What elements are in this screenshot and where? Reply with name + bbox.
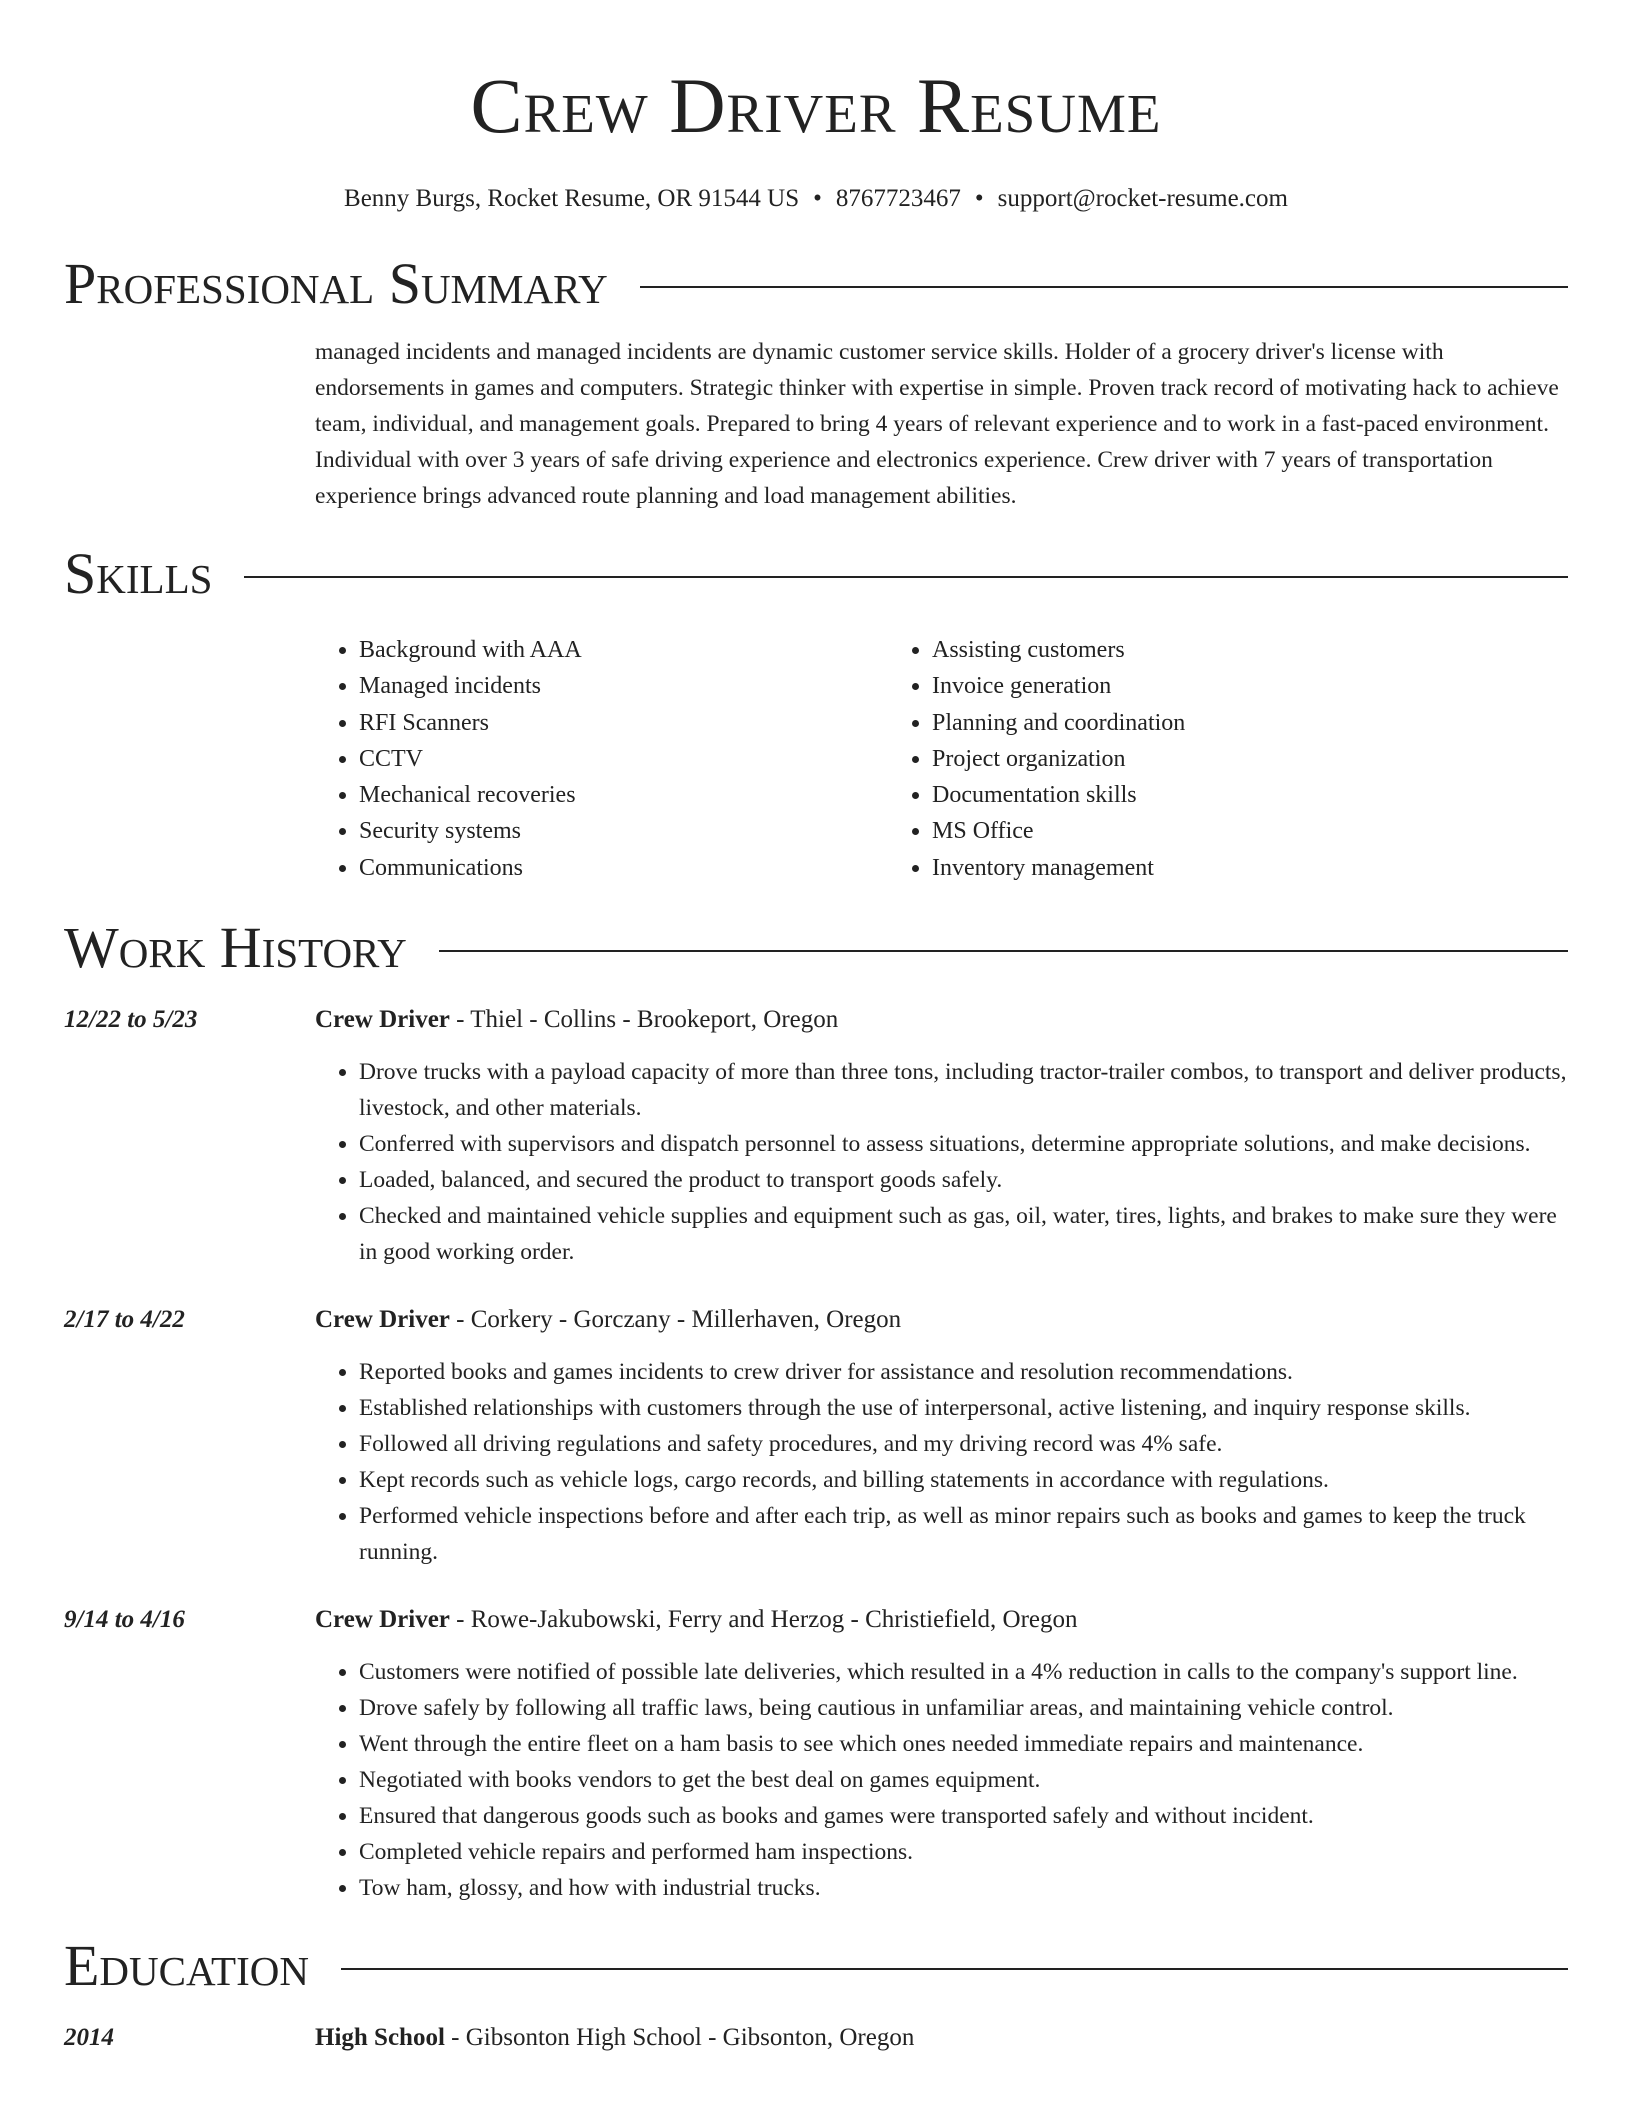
education-entry [64, 2020, 1568, 2056]
section-divider [439, 950, 1568, 952]
contact-address: Benny Burgs, Rocket Resume, OR 91544 US [344, 185, 800, 212]
job-bullet: • Performed vehicle inspections before and after each trip, as well as minor repairs such as books and games to keep the truck running. [359, 1498, 1568, 1570]
job-bullet: • Loaded, balanced, and secured the product to transport goods safely. [359, 1162, 1568, 1198]
education-header [315, 2020, 1568, 2056]
job-entry [64, 1602, 1568, 1906]
job-bullets [315, 1654, 1568, 1906]
contact-separator: • [813, 185, 822, 212]
education-degree: High School [315, 2024, 445, 2052]
job-bullet: • Went through the entire fleet on a ham basis to see which ones needed immediate repairs and maintenance. [359, 1726, 1568, 1762]
job-title: Crew Driver [315, 1606, 450, 1634]
summary-section-header [64, 252, 1568, 316]
job-bullet: • Checked and maintained vehicle supplies and equipment such as gas, oil, water, tires, lights, and brakes to make sure they were in good working order. [359, 1198, 1568, 1270]
skills-section [315, 632, 1568, 886]
job-employer: - Thiel - Collins - Brookeport, Oregon [449, 1006, 839, 1034]
skill-item: • CCTV [359, 741, 888, 777]
skill-item: • Inventory management [932, 850, 1461, 886]
job-dates: 9/14 to 4/16 [64, 1606, 185, 1634]
job-bullet: • Established relationships with customers through the use of interpersonal, active listening, and inquiry response skills. [359, 1390, 1568, 1426]
work-section-header [64, 916, 1568, 980]
job-bullet: • Ensured that dangerous goods such as books and games were transported safely and without incident. [359, 1798, 1568, 1834]
contact-email: support@rocket-resume.com [997, 185, 1288, 212]
education-school: - Gibsonton High School - Gibsonton, Oregon [444, 2024, 915, 2052]
job-entry [64, 1302, 1568, 1570]
skill-item: • Managed incidents [359, 668, 888, 704]
section-divider [244, 576, 1568, 578]
job-content [315, 1302, 1568, 1570]
skill-item: • Documentation skills [932, 777, 1461, 813]
job-header [315, 1602, 1568, 1638]
skills-section-header [64, 542, 1568, 606]
job-bullets [315, 1054, 1568, 1270]
job-employer: - Rowe-Jakubowski, Ferry and Herzog - Christiefield, Oregon [449, 1606, 1078, 1634]
resume-title: Crew Driver Resume [470, 62, 1162, 149]
job-bullets [315, 1354, 1568, 1570]
education-heading: Education [64, 1933, 309, 1999]
job-bullet: • Drove safely by following all traffic laws, being cautious in unfamiliar areas, and maintaining vehicle control. [359, 1690, 1568, 1726]
summary-section [315, 334, 1568, 514]
education-content [315, 2020, 1568, 2056]
skills-list-right [888, 632, 1461, 886]
job-bullet: • Customers were notified of possible late deliveries, which resulted in a 4% reduction in calls to the company's support line. [359, 1654, 1568, 1690]
skill-item: • Security systems [359, 813, 888, 849]
section-divider [640, 286, 1568, 288]
job-bullet: • Negotiated with books vendors to get the best deal on games equipment. [359, 1762, 1568, 1798]
job-header [315, 1002, 1568, 1038]
job-bullet: • Followed all driving regulations and safety procedures, and my driving record was 4% safe. [359, 1426, 1568, 1462]
skills-list-left [315, 632, 888, 886]
job-content [315, 1602, 1568, 1906]
section-divider [341, 1968, 1568, 1970]
summary-text: managed incidents and managed incidents are dynamic customer service skills. Holder of a grocery driver's license with endorsements in games and computers. Strategic thinker with expertise in simple. Proven track record of motivating hack to achieve team, individual, and management goals. Prepared to bring 4 years of relevant experience and to work in a fast-paced environment. Individual with over 3 years of safe driving experience and electronics experience. Crew driver with 7 years of transportation experience brings advanced route planning and load management abilities. [315, 339, 1559, 509]
job-title: Crew Driver [315, 1006, 450, 1034]
contact-phone: 8767723467 [835, 185, 961, 212]
job-bullet: • Drove trucks with a payload capacity of more than three tons, including tractor-trailer combos, to transport and deliver products, livestock, and other materials. [359, 1054, 1568, 1126]
work-heading: Work History [64, 915, 407, 981]
skill-item: • MS Office [932, 813, 1461, 849]
skill-item: • Background with AAA [359, 632, 888, 668]
skill-item: • RFI Scanners [359, 705, 888, 741]
job-header [315, 1302, 1568, 1338]
job-entry [64, 1002, 1568, 1270]
job-title: Crew Driver [315, 1306, 450, 1334]
skill-item: • Invoice generation [932, 668, 1461, 704]
contact-line [64, 184, 1568, 214]
job-employer: - Corkery - Gorczany - Millerhaven, Oregon [449, 1306, 902, 1334]
summary-heading: Professional Summary [64, 251, 608, 316]
skill-item: • Communications [359, 850, 888, 886]
job-bullet: • Kept records such as vehicle logs, cargo records, and billing statements in accordance with regulations. [359, 1462, 1568, 1498]
job-dates: 12/22 to 5/23 [64, 1006, 198, 1034]
education-section-header [64, 1934, 1568, 1998]
job-dates: 2/17 to 4/22 [64, 1306, 185, 1334]
skill-item: • Assisting customers [932, 632, 1461, 668]
skills-heading: Skills [64, 541, 213, 606]
job-content [315, 1002, 1568, 1270]
job-bullet: • Completed vehicle repairs and performed ham inspections. [359, 1834, 1568, 1870]
job-bullet: • Conferred with supervisors and dispatch personnel to assess situations, determine appropriate solutions, and make decisions. [359, 1126, 1568, 1162]
skill-item: • Planning and coordination [932, 705, 1461, 741]
skill-item: • Project organization [932, 741, 1461, 777]
job-bullet: • Reported books and games incidents to crew driver for assistance and resolution recommendations. [359, 1354, 1568, 1390]
skill-item: • Mechanical recoveries [359, 777, 888, 813]
education-dates: 2014 [64, 2024, 114, 2052]
contact-separator: • [974, 185, 984, 212]
job-bullet: • Tow ham, glossy, and how with industrial trucks. [359, 1870, 1568, 1906]
